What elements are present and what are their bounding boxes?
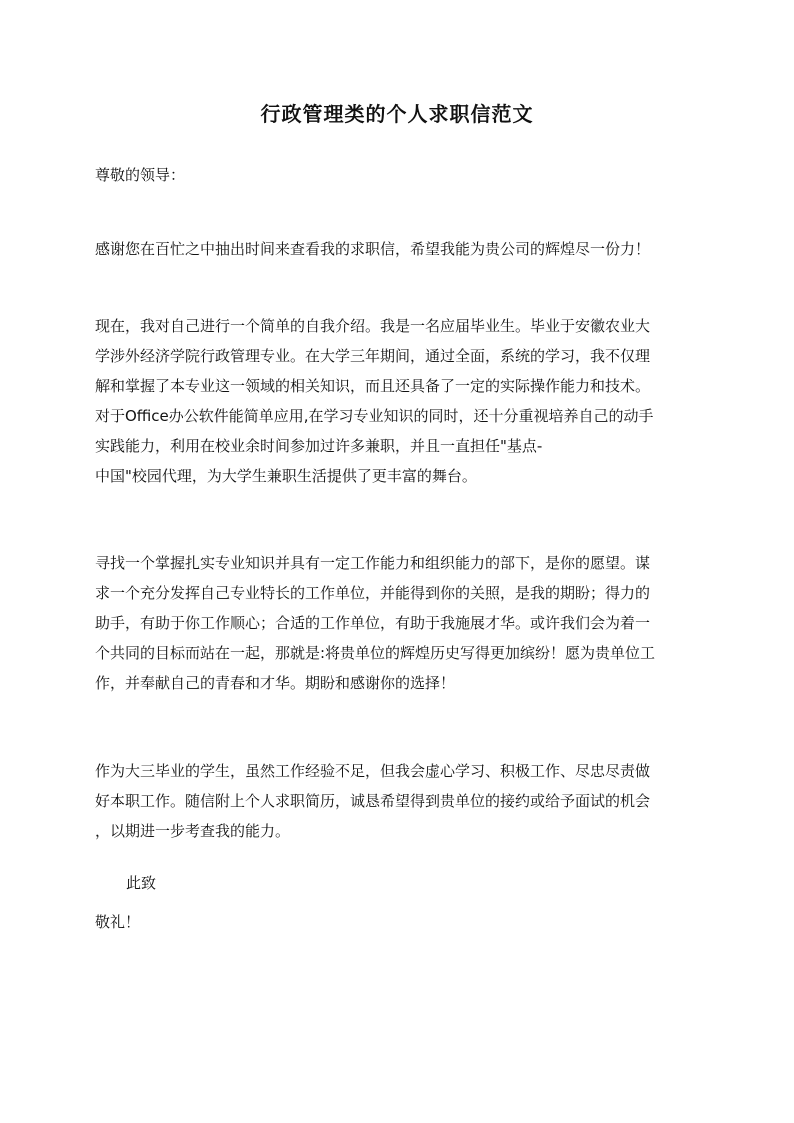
paragraph-line: 个共同的目标而站在一起，那就是:将贵单位的辉煌历史写得更加缤纷！愿为贵单位工: [95, 644, 656, 662]
regards-phrase: 敬礼！: [95, 913, 141, 931]
paragraph-line: 作，并奉献自己的青春和才华。期盼和感谢你的选择！: [95, 674, 456, 692]
page-title: 行政管理类的个人求职信范文: [260, 102, 534, 126]
paragraph-closing: [95, 756, 695, 846]
paragraph-line: 对于Office办公软件能简单应用,在学习专业知识的同时，还十分重视培养自己的动手: [95, 407, 654, 425]
paragraph-line: 助手，有助于你工作顺心；合适的工作单位，有助于我施展才华。或许我们会为着一: [95, 614, 651, 632]
closing-phrase: 此致: [126, 874, 157, 892]
paragraph-line: 中国"校园代理，为大学生兼职生活提供了更丰富的舞台。: [95, 467, 477, 485]
thanks-line: 感谢您在百忙之中抽出时间来查看我的求职信，希望我能为贵公司的辉煌尽一份力！: [95, 240, 651, 258]
greeting: 尊敬的领导：: [95, 166, 186, 184]
paragraph-line: 求一个充分发挥自己专业特长的工作单位，并能得到你的关照，是我的期盼；得力的: [95, 584, 651, 602]
paragraph-intro: [95, 311, 695, 491]
paragraph-line: 现在，我对自己进行一个简单的自我介绍。我是一名应届毕业生。毕业于安徽农业大: [95, 317, 651, 335]
paragraph-line: 解和掌握了本专业这一领域的相关知识，而且还具备了一定的实际操作能力和技术。: [95, 377, 651, 395]
paragraph-line: 学涉外经济学院行政管理专业。在大学三年期间，通过全面，系统的学习，我不仅理: [95, 347, 651, 365]
paragraph-line: 好本职工作。随信附上个人求职简历，诚恳希望得到贵单位的接约或给予面试的机会: [95, 792, 651, 810]
paragraph-line: 作为大三毕业的学生，虽然工作经验不足，但我会虚心学习、积极工作、尽忠尽责做: [95, 762, 651, 780]
paragraph-line: 实践能力，利用在校业余时间参加过许多兼职，并且一直担任"基点-: [95, 437, 543, 455]
paragraph-line: 寻找一个掌握扎实专业知识并具有一定工作能力和组织能力的部下，是你的愿望。谋: [95, 554, 651, 572]
paragraph-line: ，以期进一步考查我的能力。: [95, 822, 291, 840]
paragraph-aspiration: [95, 548, 695, 698]
